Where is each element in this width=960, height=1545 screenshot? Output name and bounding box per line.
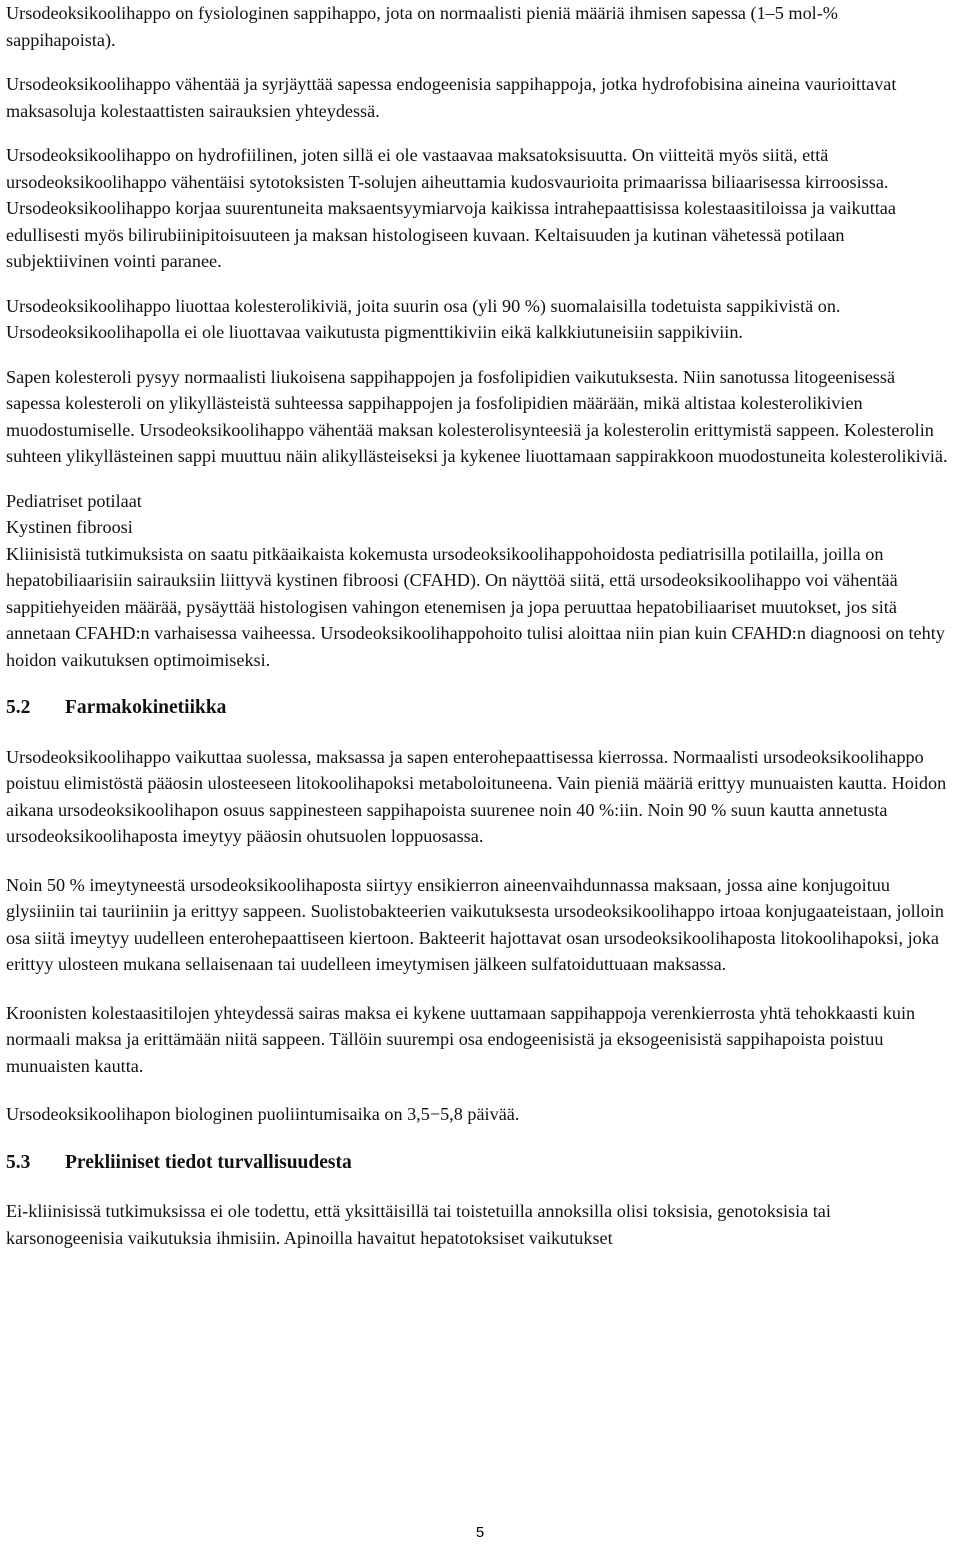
paragraph-pk-half-life: Ursodeoksikoolihapon biologinen puoliintumisaika on 3,5−5,8 päivää.	[6, 1104, 520, 1124]
section-number: 5.2	[6, 697, 31, 718]
paragraph-preclinical: Ei-kliinisissä tutkimuksissa ei ole todettu, että yksittäisillä tai toistetuilla annoksilla olisi toksisia, genotoksisia tai karsonogeenisia vaikutuksia ihmisiin. Apinoilla havaitut hepatotoksiset vaikutukset	[6, 1201, 831, 1248]
page-number: 5	[475, 1524, 485, 1541]
paragraph-gallstones: Ursodeoksikoolihappo liuottaa kolesterolikiviä, joita suurin osa (yli 90 %) suomalaisilla todetuista sappikivistä on. Ursodeoksikoolihapolla ei ole liuottavaa vaikutusta pigmenttikiviin eikä kalkkiutuneisiin sappikiviin.	[6, 295, 841, 342]
pediatric-subheading: Kystinen fibroosi	[6, 517, 133, 537]
document-page	[6, 0, 951, 1251]
paragraph-pk-metabolism: Noin 50 % imeytyneestä ursodeoksikoolihaposta siirtyy ensikierron aineenvaihdunnassa maksaan, jossa aine konjugoituu glysiiniin tai tauriiniin ja erittyy sappeen. Suolistobakteerien vaikutuksesta ursodeoksikoolihappo irtoaa konjugaateistaan, jolloin osa siitä imeytyy uudelleen enterohepaattiseen kiertoon. Bakteerit hajottavat osan ursodeoksikoolihaposta litokoolihapoksi, joka erittyy ulosteen mukana sellaisenaan tai uudelleen imeytymisen jälkeen sulfatoiduttuaan maksassa.	[6, 874, 944, 974]
section-title: Farmakokinetiikka	[65, 697, 227, 718]
paragraph-displacement: Ursodeoksikoolihappo vähentää ja syrjäyttää sapessa endogeenisia sappihappoja, jotka hydrofobisina aineina vaurioittavat maksasoluja kolestaattisten sairauksien yhteydessä.	[6, 74, 897, 121]
paragraph-cystic-fibrosis: Kliinisistä tutkimuksista on saatu pitkäaikaista kokemusta ursodeoksikoolihappohoidosta pediatrisilla potilailla, joilla on hepatobiliaarisiin sairauksiin liittyvä kystinen fibroosi (CFAHD). On näyttöä siitä, että ursodeoksikoolihappo voi vähentää sappitiehyeiden määrää, pysäyttää histologisen vahingon etenemisen ja jopa peruuttaa hepatobiliaariset muutokset, jos sitä annetaan CFAHD:n varhaisessa vaiheessa. Ursodeoksikoolihappohoito tulisi aloittaa niin pian kuin CFAHD:n diagnoosi on tehty hoidon vaikutuksen optimoimiseksi.	[6, 543, 945, 670]
paragraph-pk-cholestasis: Kroonisten kolestaasitilojen yhteydessä sairas maksa ei kykene uuttamaan sappihappoja verenkierrosta yhtä tehokkaasti kuin normaali maksa ja erittämään niitä sappeen. Tällöin suurempi osa endogeenisistä ja eksogeenisistä sappihapoista poistuu munuaisten kautta.	[6, 1002, 916, 1076]
section-title: Prekliiniset tiedot turvallisuudesta	[65, 1151, 352, 1173]
section-heading-preclinical	[6, 1150, 951, 1177]
pediatric-heading: Pediatriset potilaat	[6, 490, 142, 511]
paragraph-hydrophilic: Ursodeoksikoolihappo on hydrofiilinen, joten sillä ei ole vastaavaa maksatoksisuutta. On viitteitä myös siitä, että ursodeoksikoolihappo vähentäisi sytotoksisten T-solujen aiheuttamia kudosvaurioita primaarissa biliaarisessa kirroosissa. Ursodeoksikoolihappo korjaa suurentuneita maksaentsyymiarvoja kaikissa intrahepaattisissa kolestaasitiloissa ja vaikuttaa edullisesti myös bilirubiinipitoisuuteen ja maksan histologiseen kuvaan. Keltaisuuden ja kutinan vähetessä potilaan subjektiivinen vointi paranee.	[6, 145, 896, 271]
paragraph-pk-absorption: Ursodeoksikoolihappo vaikuttaa suolessa, maksassa ja sapen enterohepaattisessa kierrossa. Normaalisti ursodeoksikoolihappo poistuu elimistöstä pääosin ulosteeseen litokoolihapoksi metaboloituneena. Vain pieniä määriä erittyy munuaisten kautta. Hoidon aikana ursodeoksikoolihapon osuus sappinesteen sappihapoista suurenee noin 40 %:iin. Noin 90 % suun kautta annetusta ursodeoksikoolihaposta imeytyy pääosin ohutsuolen loppuosassa.	[6, 746, 947, 846]
paragraph-physiology: Ursodeoksikoolihappo on fysiologinen sappihappo, jota on normaalisti pieniä määriä ihmisen sapessa (1–5 mol-% sappihapoista).	[6, 3, 838, 50]
section-heading-pharmacokinetics	[6, 695, 951, 722]
section-number: 5.3	[6, 1151, 31, 1173]
paragraph-cholesterol: Sapen kolesteroli pysyy normaalisti liukoisena sappihappojen ja fosfolipidien vaikutuksesta. Niin sanotussa litogeenisessä sapessa kolesteroli on ylikyllästeistä suhteessa sappihappojen ja fosfolipidien määrään, mikä altistaa kolesterolikivien muodostumiselle. Ursodeoksikoolihappo vähentää maksan kolesterolisynteesiä ja kolesterolin erittymistä sappeen. Kolesterolin suhteen ylikyllästeinen sappi muuttuu näin alikyllästeiseksi ja kykenee liuottamaan sappirakkoon muodostuneita kolesterolikiviä.	[6, 366, 948, 466]
